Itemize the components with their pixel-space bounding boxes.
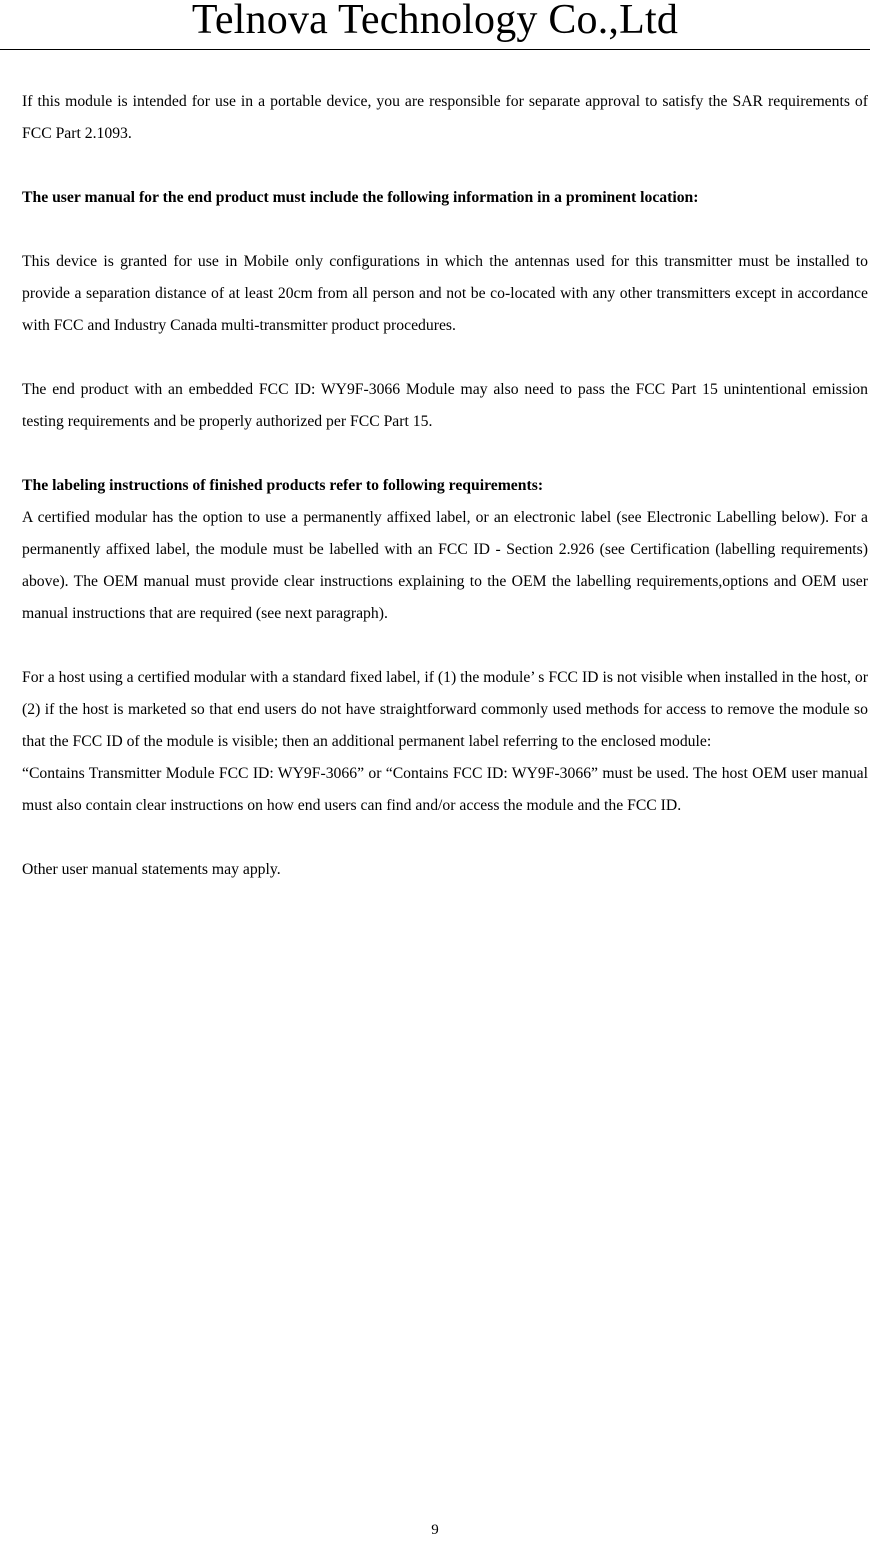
document-body [22,86,868,886]
company-title: Telnova Technology Co.,Ltd [191,0,679,43]
paragraph-certified-modular-label: A certified modular has the option to use a permanently affixed label, or an electronic label (see Electronic Labelling below). For a permanently affixed label, the module must be labelled with an FCC ID - Section 2.926 (see Certification (labelling requirements) above). The OEM manual must provide clear instructions explaining to the OEM the labelling requirements,options and OEM user manual instructions that are required (see next paragraph). [22,509,868,622]
paragraph-mobile-configuration: This device is granted for use in Mobile only configurations in which the antennas used for this transmitter must be installed to provide a separation distance of at least 20cm from all person and not be co-located with any other transmitters except in accordance with FCC and Industry Canada multi-transmitter product procedures. [22,253,868,334]
spacer [22,150,868,182]
heading-labeling-instructions: The labeling instructions of finished products refer to following requirements: [22,477,544,494]
paragraph-contains-fcc-id: “Contains Transmitter Module FCC ID: WY9F-3066” or “Contains FCC ID: WY9F-3066” must be used. The host OEM user manual must also contain clear instructions on how end users can find and/or access the module and the FCC ID. [22,765,868,814]
heading-user-manual-requirements: The user manual for the end product must include the following information in a prominent location: [22,189,699,206]
paragraph-host-fixed-label: For a host using a certified modular with a standard fixed label, if (1) the module’ s FCC ID is not visible when installed in the host, or (2) if the host is marketed so that end users do not have straightforward commonly used methods for access to remove the module so that the FCC ID of the module is visible; then an additional permanent label referring to the enclosed module: [22,669,868,750]
spacer [22,438,868,470]
spacer [22,214,868,246]
spacer [22,822,868,854]
paragraph-part15-testing: The end product with an embedded FCC ID: WY9F-3066 Module may also need to pass the FCC Part 15 unintentional emission testing requirements and be properly authorized per FCC Part 15. [22,381,868,430]
paragraph-other-statements: Other user manual statements may apply. [22,861,281,878]
spacer [22,630,868,662]
page-number: 9 [431,1522,439,1538]
page-header [0,0,870,50]
spacer [22,342,868,374]
paragraph-portable-device-sar: If this module is intended for use in a portable device, you are responsible for separate approval to satisfy the SAR requirements of FCC Part 2.1093. [22,93,868,142]
